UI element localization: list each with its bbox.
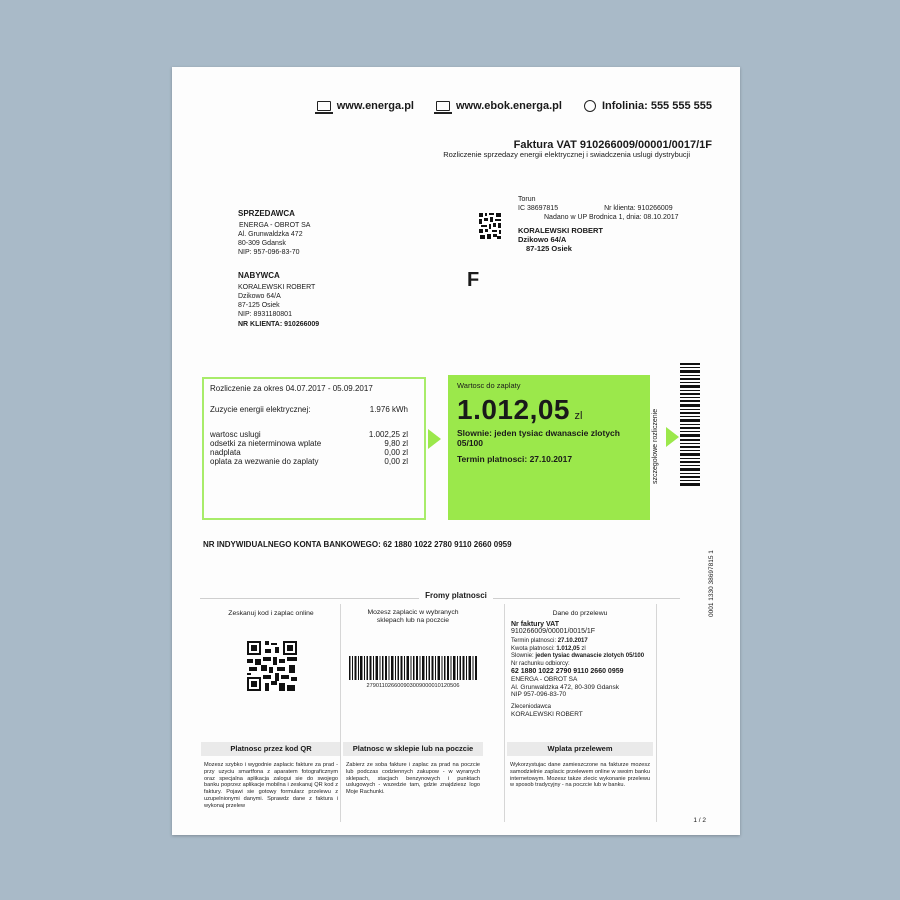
arrow-right-icon xyxy=(666,427,679,447)
usage-value: 1.976 kWh xyxy=(369,405,408,414)
vertical-code-wrap xyxy=(708,550,775,624)
transfer-invoice-no: 910266009/00001/0015/1F xyxy=(511,628,596,635)
vertical-code: 0001 1330 38697815 1 xyxy=(708,550,715,617)
payment-box xyxy=(448,375,650,520)
laptop-icon xyxy=(317,101,331,111)
transfer-recipient-name: ENERGA - OBROT SA xyxy=(511,676,578,683)
buyer-street: Dzikowo 64/A xyxy=(238,293,281,300)
seller-heading: SPRZEDAWCA xyxy=(238,209,295,218)
summary-item-value: 1.002,25 zl xyxy=(368,430,408,439)
postal-sent: Nadano w UP Brodnica 1, dnia: 08.10.2017 xyxy=(544,214,679,221)
summary-item-label: wartosc uslugi xyxy=(210,430,261,439)
qr-method-heading: Platnosc przez kod QR xyxy=(201,742,341,756)
transfer-orderer-label: Zleceniodawca xyxy=(511,703,552,710)
buyer-city: 87-125 Osiek xyxy=(238,302,280,309)
postal-name: KORALEWSKI ROBERT xyxy=(518,226,603,235)
payment-qr-code[interactable] xyxy=(247,641,297,691)
postal-city: Torun xyxy=(518,196,536,203)
top-links xyxy=(317,100,712,112)
payment-barcode xyxy=(349,656,477,680)
postal-ic: IC 38697815 xyxy=(518,205,559,212)
bank-account: NR INDYWIDUALNEGO KONTA BANKOWEGO: 62 1880 1022 2780 9110 2660 0959 xyxy=(203,540,512,549)
transfer-method-text: Wykorzystujac dane zamieszczone na fakturze mozesz samodzielnie zaplacic przelewem online w swoim banku internetowym. Mozesz takze zlecic wykonanie przelewu w sposob tradycyjny - na poczcie lub w banku. xyxy=(510,762,650,789)
website-link[interactable]: www.energa.pl xyxy=(317,100,414,112)
buyer-client-no: NR KLIENTA: 910266009 xyxy=(238,321,320,328)
shop-method-heading: Platnosc w sklepie lub na poczcie xyxy=(343,742,483,756)
seller-block xyxy=(238,209,310,257)
headset-icon xyxy=(584,100,596,112)
buyer-heading: NABYWCA xyxy=(238,271,280,280)
summary-item-value: 9,80 zl xyxy=(384,439,408,448)
summary-item-label: oplata za wezwanie do zaplaty xyxy=(210,457,319,466)
payment-amount: 1.012,05 xyxy=(457,394,570,425)
buyer-name: KORALEWSKI ROBERT xyxy=(238,284,316,291)
seller-name: ENERGA - OBROT SA xyxy=(239,222,311,229)
shop-title: Mozesz zaplacic w wybranych sklepach lub na poczcie xyxy=(367,609,459,624)
postal-zip: 87-125 Osiek xyxy=(526,244,572,253)
transfer-recipient-address: Al. Grunwaldzka 472, 80-309 Gdansk xyxy=(511,683,620,691)
shop-method-text: Zabierz ze soba fakture i zaplac za prad na poczcie lub podczas codziennych zakupow - w wyranych sklepach, stacjach benzynowych i punktach uslugowych - wszedzie tam, gdzie znajdziesz logo Moje Rachunki. xyxy=(346,762,480,796)
summary-item-value: 0,00 zl xyxy=(384,457,408,466)
transfer-account-label: Nr rachunku odbiorcy: xyxy=(511,660,570,667)
transfer-amount: 1.012,05 xyxy=(556,645,580,652)
transfer-recipient-nip: NIP 957-096-83-70 xyxy=(511,691,567,698)
details-side-label: szczegolowe rozliczenie xyxy=(652,408,659,484)
laptop-icon xyxy=(436,101,450,111)
payment-currency: zl xyxy=(574,410,583,422)
transfer-method-heading: Wplata przelewem xyxy=(507,742,653,756)
letter-mark: F xyxy=(467,269,480,291)
usage-label: Zuzycie energii elektrycznej: xyxy=(210,405,311,414)
transfer-column xyxy=(507,604,653,834)
ebok-link[interactable]: www.ebok.energa.pl xyxy=(436,100,562,112)
summary-item-label: odsetki za nieterminowa wplate xyxy=(210,439,322,448)
payment-label: Wartosc do zaplaty xyxy=(457,381,521,390)
invoice-title: Faktura VAT 910266009/00001/0017/1F xyxy=(513,139,712,151)
shop-column xyxy=(343,604,483,834)
summary-item-label: nadplata xyxy=(210,448,241,457)
hotline: Infolinia: 555 555 555 xyxy=(584,100,712,112)
postal-block xyxy=(518,195,679,253)
vertical-barcode xyxy=(680,363,700,488)
transfer-orderer: KORALEWSKI ROBERT xyxy=(511,711,583,718)
buyer-nip: NIP: 8931180801 xyxy=(238,311,292,318)
qr-title: Zeskanuj kod i zaplac online xyxy=(228,610,314,617)
transfer-amount-label: Kwota platnosci: xyxy=(511,645,555,652)
transfer-account: 62 1880 1022 2790 9110 2660 0959 xyxy=(511,668,624,675)
seller-nip: NIP: 957-096-83-70 xyxy=(238,249,300,256)
qr-column xyxy=(201,604,341,834)
summary-item-value: 0,00 zl xyxy=(384,448,408,457)
transfer-due-label: Termin platnosci: xyxy=(511,638,557,644)
seller-street: Al. Grunwaldzka 472 xyxy=(238,231,303,238)
summary-box xyxy=(202,377,426,520)
invoice-page xyxy=(172,67,740,835)
seller-city: 80-309 Gdansk xyxy=(238,240,286,247)
forms-title: Fromy platnosci xyxy=(419,591,493,600)
summary-period: Rozliczenie za okres 04.07.2017 - 05.09.2017 xyxy=(210,384,373,393)
invoice-subtitle: Rozliczenie sprzedazy energii elektrycznej i swiadczenia uslugi dystrybucji xyxy=(443,150,690,159)
transfer-words-label: Slownie: xyxy=(511,653,534,659)
postal-qr-code xyxy=(478,212,502,240)
transfer-amount-currency: zl xyxy=(581,645,586,652)
qr-method-text: Mozesz szybko i wygodnie zaplacic fakture za prad - przy uzyciu smartfona z aparatem fotograficznym oraz specjalna aplikacja zalogui sie do swojego banku poprzez aplikacje mobilna i zeskanuj QR kod z faktury. Pojawi sie gotowy formularz przelewu z uzupelnionymi danymi. Sprawdz dane z faktura i wykonaj przelew xyxy=(204,762,338,809)
arrow-right-icon xyxy=(428,429,441,449)
transfer-invoice-label: Nr faktury VAT xyxy=(511,621,559,628)
transfer-due: 27.10.2017 xyxy=(557,638,588,644)
postal-client-no: Nr klienta: 910266009 xyxy=(604,205,673,212)
transfer-title: Dane do przelewu xyxy=(552,610,608,617)
transfer-words: jeden tysiac dwanascie zlotych 05/100 xyxy=(535,653,645,659)
barcode-number: 279011026600903009000010120506 xyxy=(366,683,460,689)
payment-words: Slownie: jeden tysiac dwanascie zlotych 05/100 xyxy=(457,428,620,448)
page-number: 1 / 2 xyxy=(693,817,706,824)
payment-due: Termin platnosci: 27.10.2017 xyxy=(457,454,573,464)
buyer-block xyxy=(238,271,319,328)
postal-street: Dzikowo 64/A xyxy=(518,235,567,244)
